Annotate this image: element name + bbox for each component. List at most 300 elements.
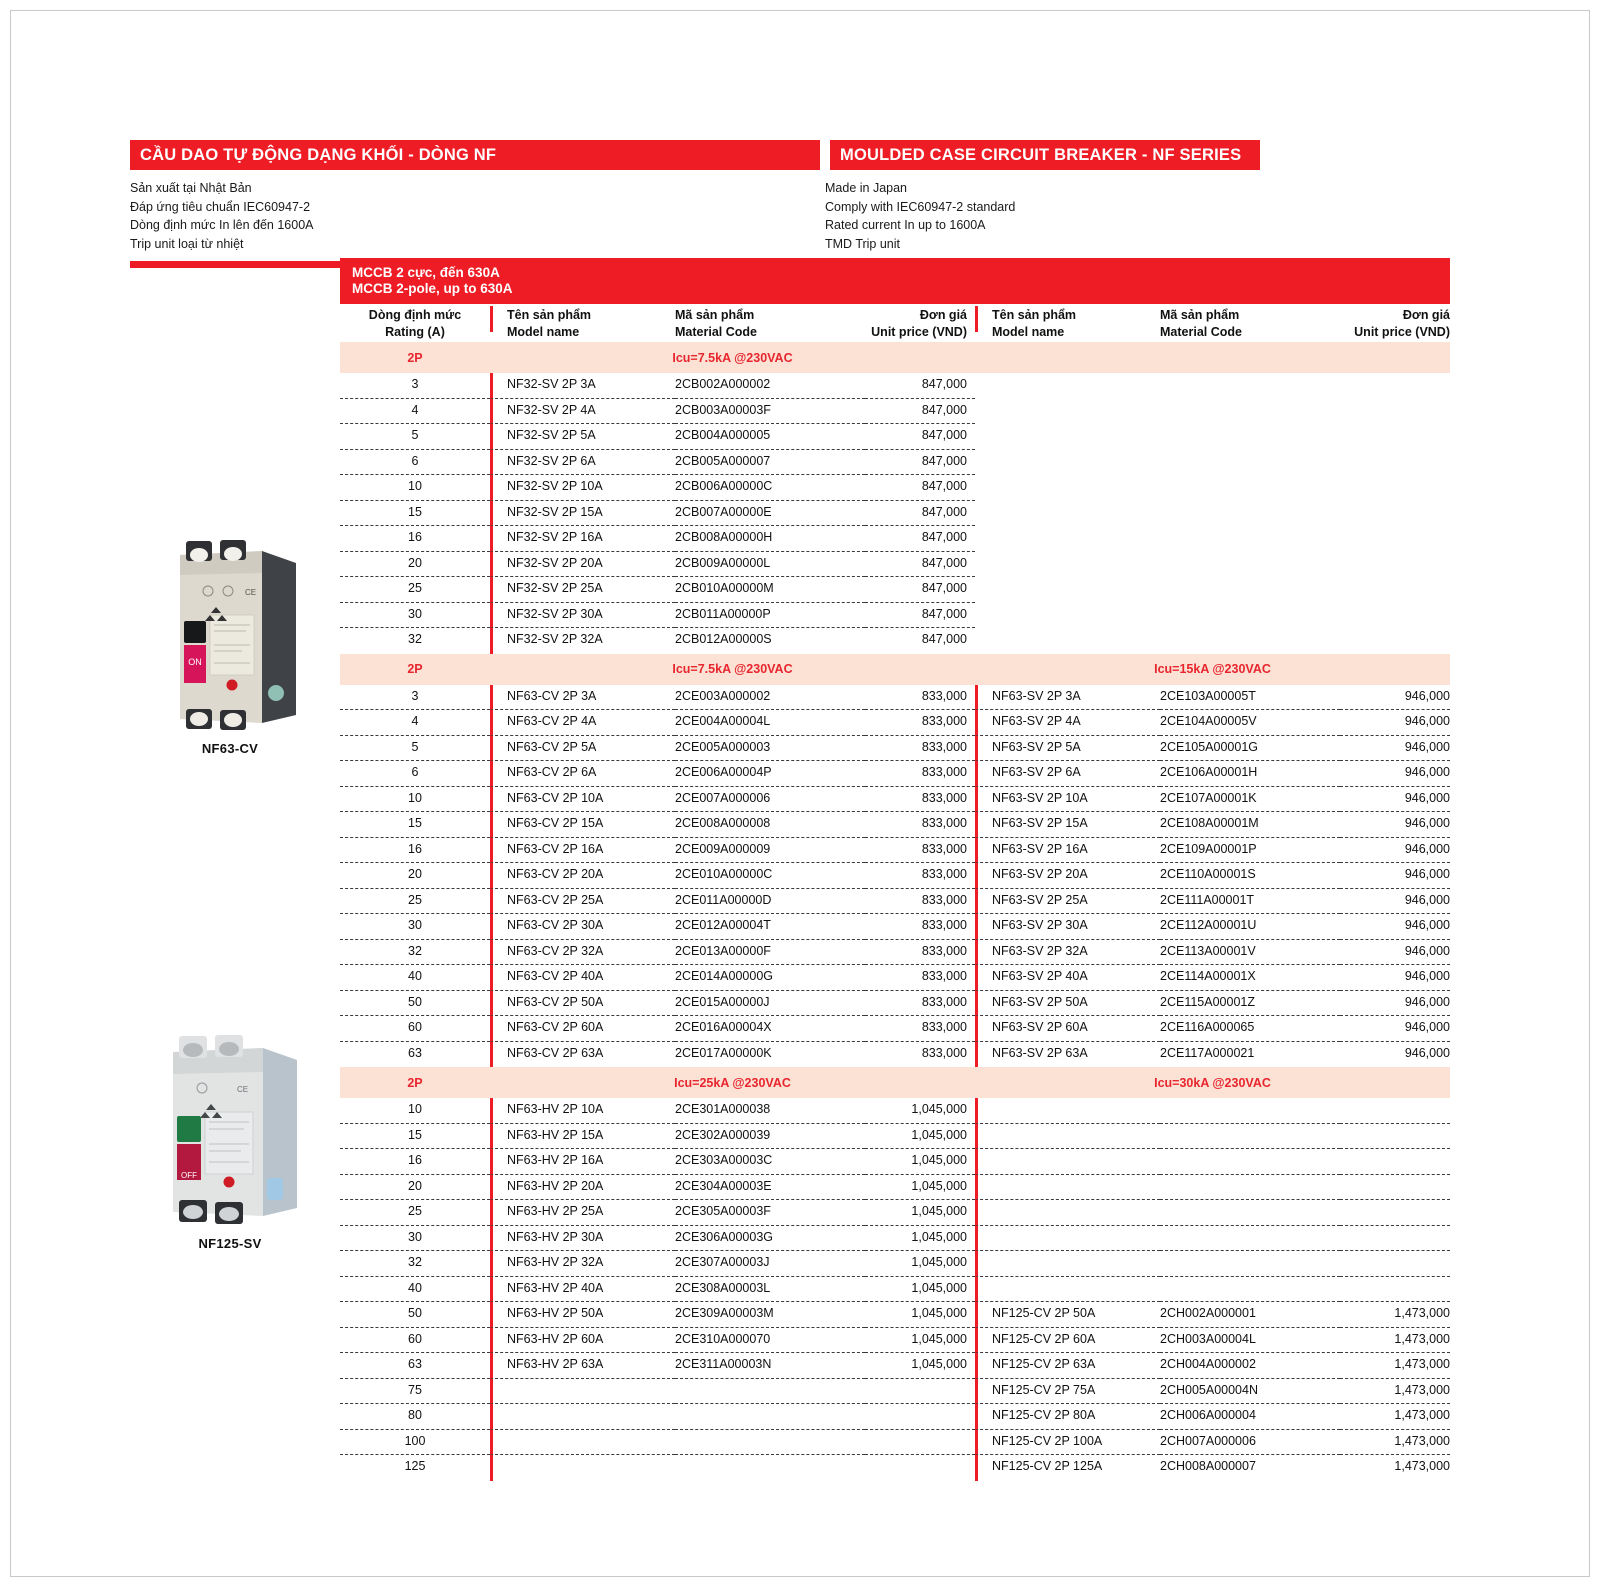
cell-code-left: 2CB004A000005 bbox=[675, 424, 865, 450]
cell-model-right bbox=[975, 399, 1160, 425]
cell-model-left: NF32-SV 2P 20A bbox=[490, 552, 675, 578]
cell-price-left: 833,000 bbox=[865, 889, 975, 915]
cell-price-left: 1,045,000 bbox=[865, 1353, 975, 1379]
cell-price-left: 847,000 bbox=[865, 552, 975, 578]
cell-price-right bbox=[1340, 399, 1450, 425]
table-row bbox=[340, 1124, 1450, 1150]
table-row bbox=[340, 373, 1450, 399]
title-bars bbox=[130, 140, 1450, 170]
cell-code-right: 2CH003A00004L bbox=[1160, 1328, 1340, 1354]
subtitle-vn-0: Sản xuất tại Nhật Bản bbox=[130, 181, 252, 195]
table-row bbox=[340, 526, 1450, 552]
cell-model-left: NF63-HV 2P 30A bbox=[490, 1226, 675, 1252]
cell-code-right: 2CE111A00001T bbox=[1160, 889, 1340, 915]
cell-code-left: 2CB009A00000L bbox=[675, 552, 865, 578]
cell-code-right bbox=[1160, 1226, 1340, 1252]
cell-price-left: 833,000 bbox=[865, 812, 975, 838]
table-row bbox=[340, 603, 1450, 629]
cell-model-right: NF63-SV 2P 4A bbox=[975, 710, 1160, 736]
cell-code-right bbox=[1160, 552, 1340, 578]
cell-code-left: 2CB002A000002 bbox=[675, 373, 865, 399]
cell-code-right: 2CE110A00001S bbox=[1160, 863, 1340, 889]
cell-model-left: NF63-CV 2P 6A bbox=[490, 761, 675, 787]
cell-code-right: 2CE103A00005T bbox=[1160, 685, 1340, 711]
cell-model-right: NF125-CV 2P 80A bbox=[975, 1404, 1160, 1430]
title-bar-vietnamese bbox=[130, 140, 820, 170]
cell-code-right: 2CE107A00001K bbox=[1160, 787, 1340, 813]
table-row bbox=[340, 1098, 1450, 1124]
column-header-price2-vn: Đơn giá bbox=[1402, 308, 1450, 322]
cell-model-right bbox=[975, 577, 1160, 603]
cell-model-left: NF63-HV 2P 63A bbox=[490, 1353, 675, 1379]
cell-model-left: NF32-SV 2P 10A bbox=[490, 475, 675, 501]
cell-code-left: 2CE008A000008 bbox=[675, 812, 865, 838]
cell-price-right: 1,473,000 bbox=[1340, 1302, 1450, 1328]
cell-price-left: 833,000 bbox=[865, 940, 975, 966]
cell-code-right bbox=[1160, 373, 1340, 399]
cell-code-left: 2CB007A00000E bbox=[675, 501, 865, 527]
cell-price-right bbox=[1340, 552, 1450, 578]
mccb-illustration bbox=[150, 533, 310, 733]
cell-code-left: 2CE016A00004X bbox=[675, 1016, 865, 1042]
section-icu-right: Icu=15kA @230VAC bbox=[1154, 662, 1271, 676]
cell-code-left: 2CE307A00003J bbox=[675, 1251, 865, 1277]
cell-code-right: 2CE106A00001H bbox=[1160, 761, 1340, 787]
table-row bbox=[340, 787, 1450, 813]
cell-model-right bbox=[975, 552, 1160, 578]
cell-model-left: NF32-SV 2P 15A bbox=[490, 501, 675, 527]
cell-code-right bbox=[1160, 1200, 1340, 1226]
cell-model-left: NF63-CV 2P 4A bbox=[490, 710, 675, 736]
column-header-rating bbox=[340, 306, 490, 339]
cell-code-right: 2CH006A000004 bbox=[1160, 1404, 1340, 1430]
cell-rating: 63 bbox=[340, 1353, 490, 1379]
cell-price-left: 847,000 bbox=[921, 632, 967, 646]
subtitle-vn-1: Đáp ứng tiêu chuẩn IEC60947-2 bbox=[130, 199, 311, 214]
cell-model-left: NF63-CV 2P 20A bbox=[490, 863, 675, 889]
cell-price-right bbox=[1340, 1251, 1450, 1277]
cell-model-left: NF32-SV 2P 3A bbox=[490, 373, 675, 399]
cell-price-right: 946,000 bbox=[1340, 838, 1450, 864]
table-row bbox=[340, 1302, 1450, 1328]
cell-rating: 16 bbox=[340, 838, 490, 864]
table-row bbox=[340, 1353, 1450, 1379]
cell-code-right: 2CE113A00001V bbox=[1160, 940, 1340, 966]
table-row bbox=[340, 761, 1450, 787]
subtitle-vn-3: Trip unit loại từ nhiệt bbox=[130, 236, 244, 251]
column-header-rating-vn: Dòng định mức bbox=[368, 308, 462, 322]
cell-model-right bbox=[975, 1200, 1160, 1226]
cell-model-left: NF63-HV 2P 40A bbox=[490, 1277, 675, 1303]
column-header-model2-en: Model name bbox=[992, 325, 1065, 339]
cell-model-right bbox=[975, 628, 1160, 654]
cell-model-right: NF63-SV 2P 30A bbox=[975, 914, 1160, 940]
cell-code-right: 2CE104A00005V bbox=[1160, 710, 1340, 736]
cell-rating: 125 bbox=[404, 1459, 426, 1473]
cell-model-left: NF63-HV 2P 16A bbox=[490, 1149, 675, 1175]
cell-price-right: 1,473,000 bbox=[1340, 1404, 1450, 1430]
cell-rating: 6 bbox=[340, 450, 490, 476]
cell-price-left: 847,000 bbox=[865, 373, 975, 399]
cell-model-left: NF32-SV 2P 16A bbox=[490, 526, 675, 552]
cell-code-right bbox=[1160, 1175, 1340, 1201]
table-row bbox=[340, 1328, 1450, 1354]
cell-code-right: 2CE115A00001Z bbox=[1160, 991, 1340, 1017]
cell-price-right: 946,000 bbox=[1340, 889, 1450, 915]
table-row bbox=[340, 1042, 1450, 1068]
cell-model-right bbox=[975, 1226, 1160, 1252]
table-row bbox=[340, 552, 1450, 578]
subtitle-en-0: Made in Japan bbox=[825, 181, 908, 195]
section-icu-left: Icu=25kA @230VAC bbox=[674, 1075, 791, 1090]
cell-price-right bbox=[1340, 526, 1450, 552]
cell-model-right bbox=[975, 501, 1160, 527]
cell-model-left: NF63-CV 2P 63A bbox=[490, 1042, 675, 1068]
table-row bbox=[340, 424, 1450, 450]
column-header-code-left bbox=[675, 306, 865, 339]
cell-rating: 6 bbox=[340, 761, 490, 787]
table-row bbox=[340, 1016, 1450, 1042]
cell-code-left: 2CE301A000038 bbox=[675, 1098, 865, 1124]
subtitle-en-1: Comply with IEC60947-2 standard bbox=[825, 199, 1016, 214]
cell-code-right bbox=[1160, 1251, 1340, 1277]
cell-code-right: 2CE116A000065 bbox=[1160, 1016, 1340, 1042]
cell-model-left: NF32-SV 2P 4A bbox=[490, 399, 675, 425]
cell-code-left: 2CE004A00004L bbox=[675, 710, 865, 736]
column-header-model-right bbox=[975, 306, 1160, 339]
cell-price-right bbox=[1340, 450, 1450, 476]
svg-text:OFF: OFF bbox=[181, 1171, 197, 1180]
breaker-photo-nf63cv bbox=[120, 533, 340, 733]
cell-model-left: NF63-HV 2P 10A bbox=[490, 1098, 675, 1124]
table-row bbox=[340, 475, 1450, 501]
table-row bbox=[340, 1149, 1450, 1175]
cell-code-left: 2CB006A00000C bbox=[675, 475, 865, 501]
product-figure-nf125sv bbox=[120, 1028, 340, 1251]
cell-code-right bbox=[1160, 577, 1340, 603]
table-row bbox=[340, 710, 1450, 736]
cell-code-left: 2CE309A00003M bbox=[675, 1302, 865, 1328]
cell-rating: 60 bbox=[340, 1016, 490, 1042]
section-pole-label: 2P bbox=[407, 1075, 423, 1090]
cell-price-left: 1,045,000 bbox=[865, 1098, 975, 1124]
cell-code-left: 2CE015A00000J bbox=[675, 991, 865, 1017]
cell-price-left: 847,000 bbox=[865, 399, 975, 425]
cell-price-left: 833,000 bbox=[865, 991, 975, 1017]
cell-code-left: 2CB010A00000M bbox=[675, 577, 865, 603]
cell-rating: 3 bbox=[340, 685, 490, 711]
cell-price-left: 833,000 bbox=[865, 914, 975, 940]
cell-code-right bbox=[1160, 1277, 1340, 1303]
product-figure-nf63cv bbox=[120, 533, 340, 756]
cell-rating: 30 bbox=[340, 914, 490, 940]
cell-price-right: 946,000 bbox=[1404, 1045, 1450, 1060]
cell-price-right: 946,000 bbox=[1340, 914, 1450, 940]
product-caption-nf125sv: NF125-SV bbox=[198, 1236, 262, 1251]
cell-code-left: 2CE304A00003E bbox=[675, 1175, 865, 1201]
section-pole-label: 2P bbox=[407, 662, 423, 676]
table-banner bbox=[340, 258, 1450, 304]
cell-model-left: NF63-HV 2P 32A bbox=[490, 1251, 675, 1277]
cell-price-left bbox=[865, 1379, 975, 1405]
cell-rating: 5 bbox=[340, 424, 490, 450]
cell-model-left: NF63-CV 2P 5A bbox=[490, 736, 675, 762]
product-caption-nf63cv: NF63-CV bbox=[201, 741, 259, 756]
cell-rating: 15 bbox=[340, 501, 490, 527]
subtitle-en-3: TMD Trip unit bbox=[825, 236, 901, 251]
section-header-bar bbox=[340, 342, 1450, 373]
table-row bbox=[340, 940, 1450, 966]
section-icu-left: Icu=7.5kA @230VAC bbox=[672, 350, 793, 365]
column-header-model-en: Model name bbox=[507, 325, 580, 339]
cell-rating: 16 bbox=[340, 1149, 490, 1175]
column-header-price-vn: Đơn giá bbox=[919, 308, 967, 322]
cell-rating: 15 bbox=[340, 1124, 490, 1150]
table-row bbox=[340, 1251, 1450, 1277]
cell-model-right bbox=[975, 373, 1160, 399]
cell-rating: 10 bbox=[340, 787, 490, 813]
cell-price-right: 946,000 bbox=[1340, 991, 1450, 1017]
cell-model-right: NF125-CV 2P 63A bbox=[975, 1353, 1160, 1379]
section-header-bar bbox=[340, 654, 1450, 685]
cell-code-right: 2CH004A000002 bbox=[1160, 1353, 1340, 1379]
cell-code-left: 2CE308A00003L bbox=[675, 1277, 865, 1303]
cell-code-left: 2CE014A00000G bbox=[675, 965, 865, 991]
title-bar-gap bbox=[820, 140, 830, 170]
cell-rating: 60 bbox=[340, 1328, 490, 1354]
section-icu-right: Icu=30kA @230VAC bbox=[1154, 1075, 1271, 1090]
table-row bbox=[340, 1430, 1450, 1456]
cell-model-right bbox=[975, 603, 1160, 629]
cell-price-right: 1,473,000 bbox=[1340, 1379, 1450, 1405]
cell-rating: 32 bbox=[340, 1251, 490, 1277]
cell-model-left: NF63-CV 2P 3A bbox=[490, 685, 675, 711]
cell-price-right: 946,000 bbox=[1340, 965, 1450, 991]
cell-model-right: NF63-SV 2P 63A bbox=[975, 1042, 1160, 1068]
cell-model-left: NF63-CV 2P 15A bbox=[490, 812, 675, 838]
cell-code-left: 2CE305A00003F bbox=[675, 1200, 865, 1226]
cell-price-left: 1,045,000 bbox=[865, 1200, 975, 1226]
cell-model-left bbox=[490, 1430, 675, 1456]
cell-price-left bbox=[865, 1430, 975, 1456]
cell-model-left: NF63-CV 2P 25A bbox=[490, 889, 675, 915]
cell-code-left bbox=[675, 1404, 865, 1430]
cell-price-right: 946,000 bbox=[1340, 940, 1450, 966]
cell-code-right bbox=[1160, 450, 1340, 476]
cell-model-right bbox=[975, 1098, 1160, 1124]
cell-model-right: NF63-SV 2P 40A bbox=[975, 965, 1160, 991]
cell-code-right: 2CH008A000007 bbox=[1160, 1459, 1256, 1473]
table-row bbox=[340, 1404, 1450, 1430]
cell-model-right bbox=[975, 1175, 1160, 1201]
svg-text:CE: CE bbox=[237, 1085, 249, 1094]
cell-price-left: 1,045,000 bbox=[865, 1124, 975, 1150]
cell-price-left: 847,000 bbox=[865, 501, 975, 527]
column-header-price-right bbox=[1340, 306, 1450, 339]
cell-price-left: 1,045,000 bbox=[865, 1175, 975, 1201]
cell-model-left: NF63-CV 2P 32A bbox=[490, 940, 675, 966]
cell-price-left: 833,000 bbox=[865, 736, 975, 762]
cell-model-right bbox=[975, 475, 1160, 501]
cell-code-left: 2CB008A00000H bbox=[675, 526, 865, 552]
cell-code-right: 2CE112A00001U bbox=[1160, 914, 1340, 940]
svg-text:ON: ON bbox=[188, 657, 202, 667]
cell-price-left: 1,045,000 bbox=[865, 1302, 975, 1328]
cell-code-left: 2CE009A000009 bbox=[675, 838, 865, 864]
table-row bbox=[340, 1379, 1450, 1405]
cell-rating: 25 bbox=[340, 577, 490, 603]
cell-rating: 25 bbox=[340, 889, 490, 915]
cell-model-right: NF125-CV 2P 75A bbox=[975, 1379, 1160, 1405]
cell-model-left: NF63-HV 2P 50A bbox=[490, 1302, 675, 1328]
cell-rating: 20 bbox=[340, 863, 490, 889]
cell-rating: 75 bbox=[340, 1379, 490, 1405]
cell-model-left: NF63-HV 2P 15A bbox=[490, 1124, 675, 1150]
cell-code-left: 2CE012A00004T bbox=[675, 914, 865, 940]
page-title-vn: CẦU DAO TỰ ĐỘNG DẠNG KHỐI - DÒNG NF bbox=[140, 145, 497, 164]
section-rows bbox=[340, 685, 1450, 1068]
title-bar-english bbox=[830, 140, 1260, 170]
banner-text-vn: MCCB 2 cực, đến 630A bbox=[352, 265, 500, 280]
column-header-code-vn: Mã sản phẩm bbox=[675, 308, 755, 322]
cell-model-right: NF125-CV 2P 100A bbox=[975, 1430, 1160, 1456]
cell-code-right: 2CH002A000001 bbox=[1160, 1302, 1340, 1328]
cell-code-left: 2CE005A000003 bbox=[675, 736, 865, 762]
cell-model-left: NF63-HV 2P 25A bbox=[490, 1200, 675, 1226]
cell-code-left: 2CE306A00003G bbox=[675, 1226, 865, 1252]
cell-price-left: 833,000 bbox=[865, 761, 975, 787]
cell-code-right bbox=[1160, 1124, 1340, 1150]
table-row bbox=[340, 1455, 1450, 1481]
cell-rating: 80 bbox=[340, 1404, 490, 1430]
table-column-headers bbox=[340, 304, 1450, 342]
cell-code-left bbox=[675, 1379, 865, 1405]
cell-price-right: 946,000 bbox=[1340, 1016, 1450, 1042]
cell-rating: 63 bbox=[408, 1045, 422, 1060]
cell-model-right: NF63-SV 2P 10A bbox=[975, 787, 1160, 813]
table-row bbox=[340, 501, 1450, 527]
cell-rating: 10 bbox=[340, 1098, 490, 1124]
cell-price-right bbox=[1340, 1226, 1450, 1252]
cell-code-right: 2CH005A00004N bbox=[1160, 1379, 1340, 1405]
table-row bbox=[340, 812, 1450, 838]
cell-price-right: 1,473,000 bbox=[1340, 1328, 1450, 1354]
cell-price-right: 1,473,000 bbox=[1340, 1430, 1450, 1456]
cell-rating: 32 bbox=[340, 940, 490, 966]
page-title-en: MOULDED CASE CIRCUIT BREAKER - NF SERIES bbox=[840, 145, 1242, 164]
cell-price-left: 833,000 bbox=[865, 710, 975, 736]
cell-model-left: NF63-CV 2P 30A bbox=[490, 914, 675, 940]
cell-model-right bbox=[975, 1149, 1160, 1175]
cell-rating: 100 bbox=[340, 1430, 490, 1456]
cell-model-left: NF63-CV 2P 50A bbox=[490, 991, 675, 1017]
cell-code-right: 2CE109A00001P bbox=[1160, 838, 1340, 864]
cell-price-left: 1,045,000 bbox=[865, 1328, 975, 1354]
cell-model-left: NF63-CV 2P 10A bbox=[490, 787, 675, 813]
cell-price-left: 833,000 bbox=[865, 685, 975, 711]
mccb-illustration-2 bbox=[145, 1028, 315, 1228]
cell-model-right bbox=[975, 424, 1160, 450]
table-row bbox=[340, 1200, 1450, 1226]
cell-model-left: NF63-HV 2P 60A bbox=[490, 1328, 675, 1354]
cell-model-left: NF32-SV 2P 30A bbox=[490, 603, 675, 629]
column-header-price2-en: Unit price (VND) bbox=[1354, 325, 1450, 339]
cell-price-right bbox=[1340, 373, 1450, 399]
subtitle-list-vn bbox=[130, 179, 825, 253]
cell-price-left: 833,000 bbox=[865, 965, 975, 991]
cell-model-right: NF63-SV 2P 3A bbox=[975, 685, 1160, 711]
table-row bbox=[340, 685, 1450, 711]
cell-price-left: 1,045,000 bbox=[865, 1149, 975, 1175]
cell-code-right bbox=[1160, 526, 1340, 552]
cell-price-right bbox=[1340, 475, 1450, 501]
cell-price-right bbox=[1340, 577, 1450, 603]
cell-rating: 10 bbox=[340, 475, 490, 501]
table-row bbox=[340, 889, 1450, 915]
cell-code-right: 2CE117A000021 bbox=[1160, 1045, 1255, 1060]
subtitle-en-2: Rated current In up to 1600A bbox=[825, 218, 986, 232]
cell-price-left: 847,000 bbox=[865, 475, 975, 501]
cell-code-left: 2CB012A00000S bbox=[675, 632, 772, 646]
cell-model-right: NF125-CV 2P 125A bbox=[975, 1455, 1160, 1481]
cell-code-left: 2CE303A00003C bbox=[675, 1149, 865, 1175]
section-rows bbox=[340, 373, 1450, 654]
cell-model-right: NF63-SV 2P 15A bbox=[975, 812, 1160, 838]
cell-model-right: NF63-SV 2P 6A bbox=[975, 761, 1160, 787]
cell-code-left: 2CB011A00000P bbox=[675, 603, 865, 629]
cell-price-right: 946,000 bbox=[1340, 761, 1450, 787]
column-header-model-vn: Tên sản phẩm bbox=[507, 308, 592, 322]
svg-text:CE: CE bbox=[245, 588, 257, 597]
cell-rating: 20 bbox=[340, 552, 490, 578]
cell-code-left: 2CE010A00000C bbox=[675, 863, 865, 889]
table-row bbox=[340, 1277, 1450, 1303]
breaker-photo-nf125sv bbox=[120, 1028, 340, 1228]
table-row bbox=[340, 399, 1450, 425]
banner-text-en: MCCB 2-pole, up to 630A bbox=[352, 280, 513, 296]
column-header-price-left bbox=[865, 306, 975, 339]
cell-price-right bbox=[1340, 1200, 1450, 1226]
cell-model-left: NF32-SV 2P 5A bbox=[490, 424, 675, 450]
cell-model-right bbox=[975, 450, 1160, 476]
cell-rating: 40 bbox=[340, 965, 490, 991]
cell-code-right bbox=[1160, 603, 1340, 629]
cell-model-right: NF125-CV 2P 60A bbox=[975, 1328, 1160, 1354]
cell-code-left: 2CE003A000002 bbox=[675, 685, 865, 711]
cell-price-right bbox=[1340, 603, 1450, 629]
table-row bbox=[340, 1175, 1450, 1201]
table-sections bbox=[340, 342, 1450, 1481]
cell-model-right: NF125-CV 2P 50A bbox=[975, 1302, 1160, 1328]
cell-code-left: 2CE302A000039 bbox=[675, 1124, 865, 1150]
cell-price-right bbox=[1340, 1098, 1450, 1124]
cell-code-left: 2CE006A00004P bbox=[675, 761, 865, 787]
cell-model-left bbox=[490, 1404, 675, 1430]
cell-rating: 5 bbox=[340, 736, 490, 762]
column-header-model-left bbox=[490, 306, 675, 339]
section-pole-label: 2P bbox=[407, 350, 423, 365]
cell-rating: 30 bbox=[340, 1226, 490, 1252]
cell-price-right bbox=[1340, 628, 1450, 654]
cell-price-right bbox=[1340, 1124, 1450, 1150]
table-row bbox=[340, 577, 1450, 603]
cell-price-right: 1,473,000 bbox=[1340, 1353, 1450, 1379]
cell-code-right bbox=[1160, 399, 1340, 425]
cell-rating: 4 bbox=[340, 710, 490, 736]
cell-rating: 3 bbox=[340, 373, 490, 399]
table-row bbox=[340, 450, 1450, 476]
table-row bbox=[340, 863, 1450, 889]
